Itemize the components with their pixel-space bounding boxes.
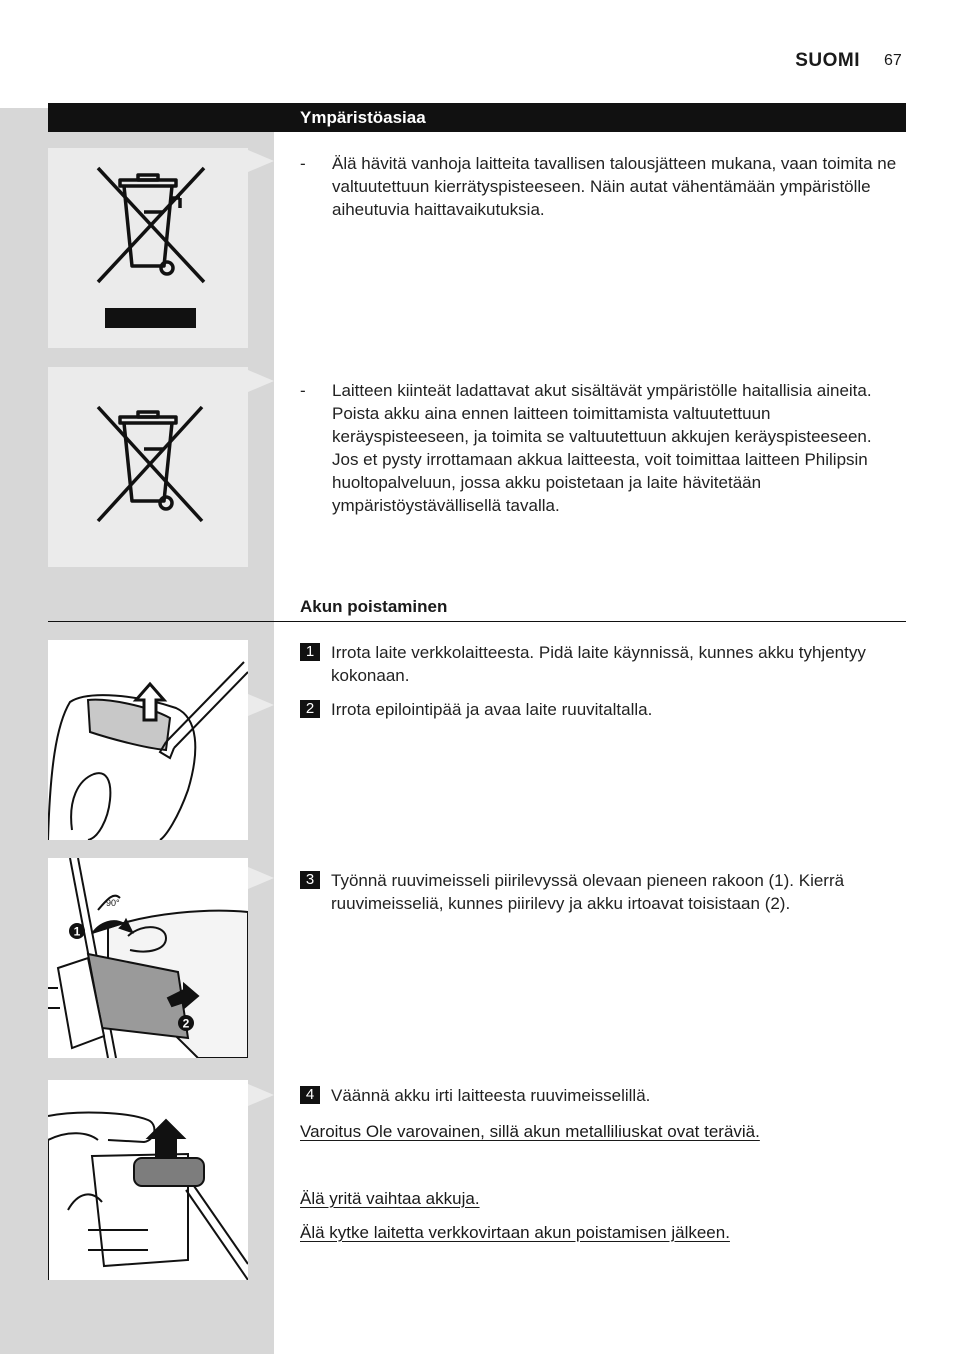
figure-pointer (248, 370, 274, 392)
bullet-text: Älä hävitä vanhoja laitteita tavallisen talousjätteen mukana, vaan toimita ne valtuutettuun kierrätyspisteeseen. Näin autat vähentämään ympäristölle aiheutuvia haittavaikutuksia. (332, 154, 897, 219)
note-no-replace: Älä yritä vaihtaa akkuja. (300, 1189, 480, 1208)
weee-bin-figure (48, 148, 248, 348)
figure-pointer (248, 150, 274, 172)
step-number: 3 (300, 871, 320, 889)
battery-bin-figure (48, 367, 248, 567)
bullet-text: Laitteen kiinteät ladattavat akut sisältävät ympäristölle haitallisia aineita. Poista akku aina ennen laitteen toimittamista valtuutettuun keräyspisteeseen, ja toimita se valtuutettuun akkujen keräyspisteeseen. Jos et pysty irrottamaan akkua laitteesta, voit toimittaa laitteen Philipsin huoltopalveluun, jossa akku poistetaan ja laite hävitetään ympäristöystävällisellä tavalla. (332, 381, 872, 515)
figure-pointer (248, 694, 274, 716)
circuit-board-figure (48, 858, 248, 1058)
open-device-figure (48, 640, 248, 840)
step-1 (300, 641, 900, 687)
page-number: 67 (884, 52, 902, 69)
step-3 (300, 869, 900, 915)
subsection-rule (48, 621, 906, 622)
angle-label: 90° (106, 898, 120, 908)
callout-2: 2 (182, 1016, 190, 1031)
step-4 (300, 1084, 900, 1107)
callout-1: 1 (73, 924, 81, 939)
battery-removal-figure (48, 1080, 248, 1280)
step-text: Työnnä ruuvimeisseli piirilevyssä olevaan pieneen rakoon (1). Kierrä ruuvimeisseliä, kunnes piirilevy ja akku irtoavat toisistaan (2). (331, 871, 845, 913)
section-heading-bar (48, 103, 906, 132)
bullet-dash: - (300, 381, 306, 400)
language-label: SUOMI (795, 50, 860, 71)
removal-step-3 (300, 869, 900, 915)
warning-note: Varoitus Ole varovainen, sillä akun metalliliuskat ovat teräviä. (300, 1122, 760, 1141)
step-text: Irrota laite verkkolaitteesta. Pidä laite käynnissä, kunnes akku tyhjentyy kokonaan. (331, 643, 866, 685)
subsection-title: Akun poistaminen (300, 597, 448, 616)
crossed-out-battery-bin-icon (48, 367, 248, 567)
env-bullet-2 (300, 379, 900, 517)
step-text: Irrota epilointipää ja avaa laite ruuvitaltalla. (331, 700, 653, 719)
note-no-mains: Älä kytke laitetta verkkovirtaan akun poistamisen jälkeen. (300, 1223, 730, 1242)
step-2 (300, 698, 900, 721)
circuit-board-illustration (48, 858, 248, 1058)
step-number: 1 (300, 643, 320, 661)
section-title: Ympäristöasiaa (300, 108, 426, 127)
figure-pointer (248, 1084, 274, 1106)
battery-pry-illustration (48, 1080, 248, 1280)
removal-step-4 (300, 1084, 900, 1107)
removal-steps-a (300, 641, 900, 721)
bullet-dash: - (300, 154, 306, 173)
step-number: 2 (300, 700, 320, 718)
figure-pointer (248, 867, 274, 889)
step-text: Väännä akku irti laitteesta ruuvimeisselillä. (331, 1086, 651, 1105)
device-screwdriver-illustration (48, 640, 248, 840)
env-bullet-1 (300, 152, 900, 221)
step-number: 4 (300, 1086, 320, 1104)
crossed-out-bin-icon (48, 148, 248, 348)
